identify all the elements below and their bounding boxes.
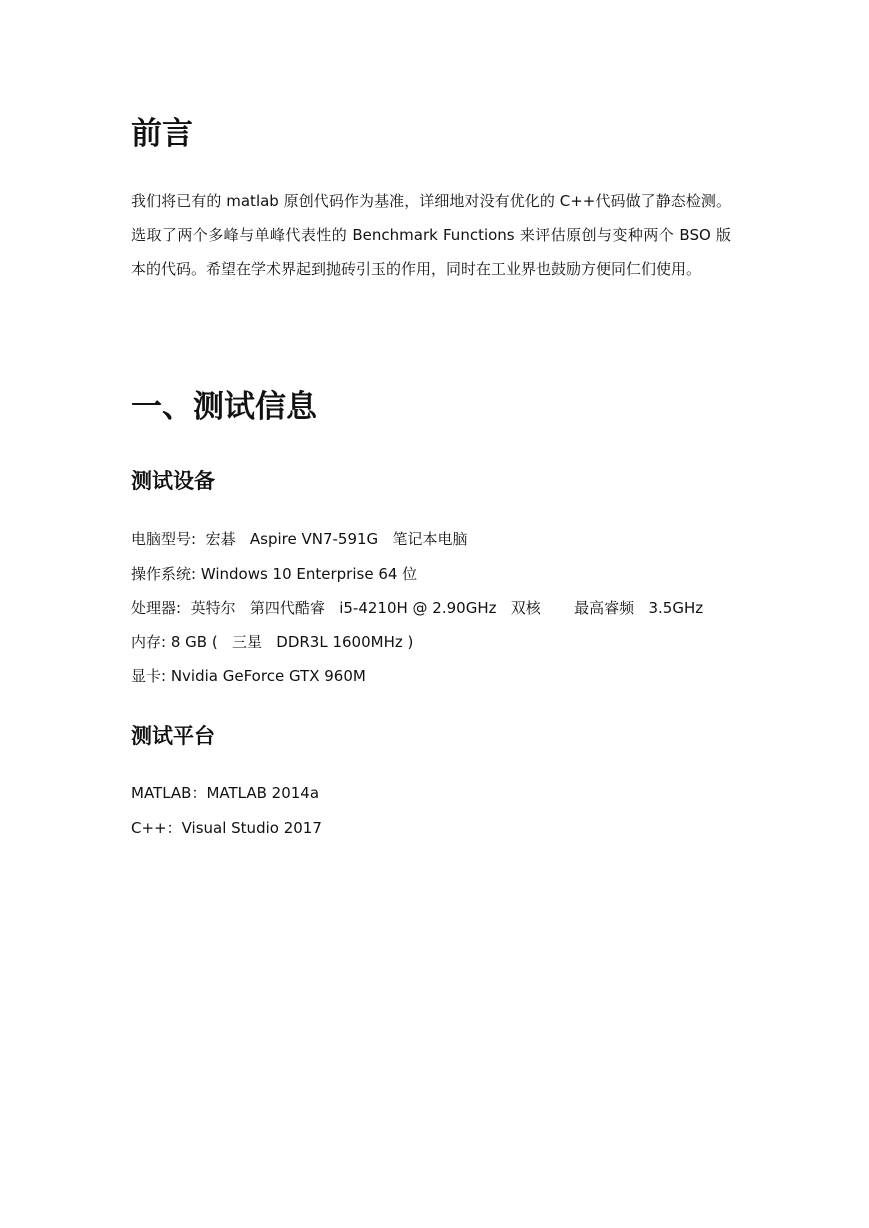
device-line-graphics: 显卡: Nvidia GeForce GTX 960M: [131, 667, 366, 685]
device-line-computer-model: 电脑型号: 宏碁 Aspire VN7-591G 笔记本电脑: [131, 530, 468, 548]
subheading-test-devices: 测试设备: [131, 469, 215, 493]
device-line-processor: 处理器: 英特尔 第四代酷睿 i5-4210H @ 2.90GHz 双核 最高睿频 3.5GHz: [131, 599, 704, 617]
platform-line-cpp: C++：Visual Studio 2017: [131, 819, 322, 837]
device-line-os: 操作系统: Windows 10 Enterprise 64 位: [131, 565, 418, 583]
preface-heading: 前言: [131, 116, 193, 152]
platform-line-matlab: MATLAB：MATLAB 2014a: [131, 784, 320, 802]
section-heading-test-info: 一、测试信息: [131, 389, 317, 425]
preface-paragraph: 我们将已有的 matlab 原创代码作为基准，详细地对没有优化的 C++代码做了静态检测。选取了两个多峰与单峰代表性的 Benchmark Functions 来评估原创与变种两个 BSO 版本的代码。希望在学术界起到抛砖引玉的作用，同时在工业界也鼓励方便同仁们使用。: [131, 192, 731, 278]
subheading-test-platform: 测试平台: [131, 724, 215, 748]
device-line-memory: 内存: 8 GB ( 三星 DDR3L 1600MHz ): [131, 633, 414, 651]
